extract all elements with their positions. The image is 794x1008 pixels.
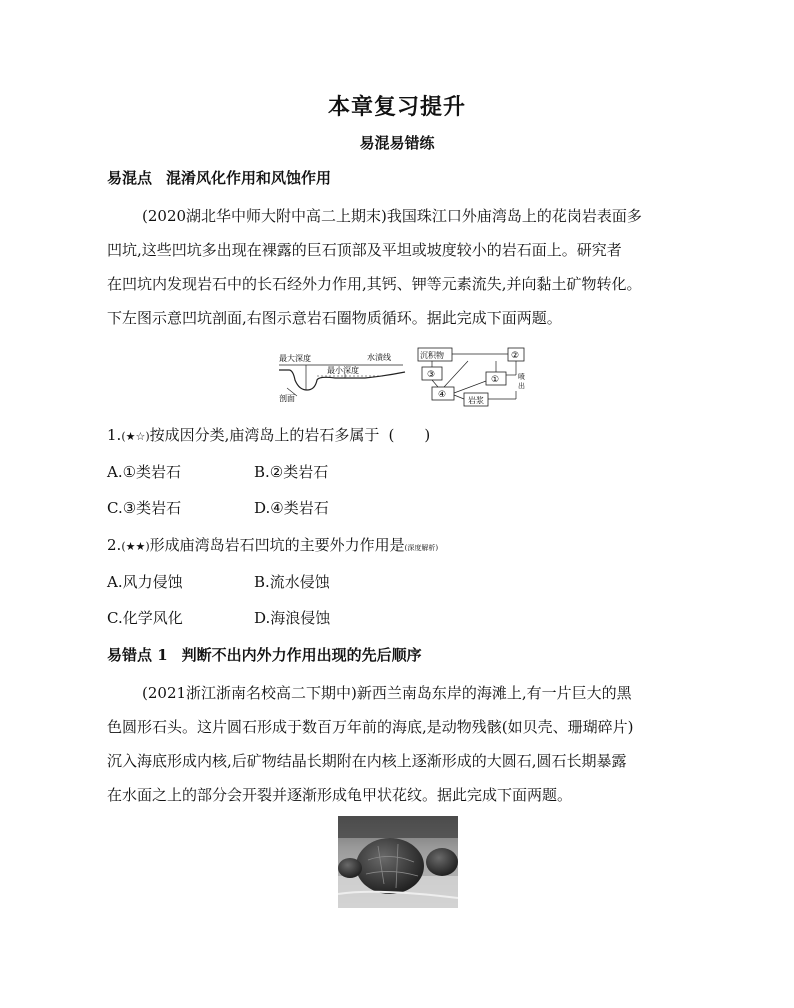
question-1: [107, 424, 439, 445]
magma-label: 岩浆: [468, 396, 484, 405]
paragraph-line-1: (2020湖北华中师大附中高二上期末)我国珠江口外庙湾岛上的花岗岩表面多: [142, 207, 642, 225]
section-heading-1: [107, 167, 331, 188]
question-number: 2.: [107, 536, 122, 554]
eruption-label-2: 出: [518, 382, 525, 390]
q1-option-d: D.④类岩石: [254, 499, 329, 517]
page-title: 本章复习提升: [327, 94, 466, 120]
answer-paren: ( ): [388, 426, 431, 444]
rock-cycle-figure: [408, 345, 534, 411]
box-1-label: ①: [491, 375, 500, 385]
paragraph2-line-2: 色圆形石头。这片圆石形成于数百万年前的海底,是动物残骸(如贝壳、珊瑚碎片): [107, 718, 634, 736]
section-title: 混淆风化作用和风蚀作用: [166, 169, 332, 187]
paragraph-line-3: 在凹坑内发现岩石中的长石经外力作用,其钙、钾等元素流失,并向黏土矿物转化。: [107, 275, 642, 293]
q1-option-b: B.②类岩石: [254, 463, 329, 481]
section-label-text: 剖面: [279, 394, 295, 403]
paragraph-line-4: 下左图示意凹坑剖面,右图示意岩石圈物质循环。据此完成下面两题。: [107, 309, 562, 327]
q1-option-c: C.③类岩石: [107, 499, 182, 517]
section-label: 易错点 1: [107, 646, 168, 664]
difficulty-stars: (★★): [121, 540, 150, 553]
paragraph-line-2: 凹坑,这些凹坑多出现在裸露的巨石顶部及平坦或坡度较小的岩石面上。研究者: [107, 241, 622, 259]
q2-option-a: A.风力侵蚀: [107, 573, 183, 591]
q2-option-b: B.流水侵蚀: [254, 573, 330, 591]
paragraph2-line-4: 在水面之上的部分会开裂并逐渐形成龟甲状花纹。据此完成下面两题。: [107, 786, 573, 804]
source-citation: (2021浙江浙南名校高二下期中): [142, 684, 357, 702]
paragraph2-line-1: (2021浙江浙南名校高二下期中)新西兰南岛东岸的海滩上,有一片巨大的黑: [142, 684, 632, 702]
eruption-label-1: 喷: [518, 373, 525, 381]
sediment-label: 沉积物: [420, 351, 444, 360]
boulders-photo: [338, 816, 458, 908]
section-title: 判断不出内外力作用出现的先后顺序: [181, 646, 422, 664]
section-label: 易混点: [107, 169, 153, 187]
question-text: 按成因分类,庙湾岛上的岩石多属于: [149, 426, 380, 444]
pit-cross-section-figure: [275, 346, 410, 408]
min-depth-label: 最小深度: [327, 366, 359, 375]
difficulty-stars: (★☆): [121, 430, 150, 443]
q2-option-d: D.海浪侵蚀: [254, 609, 331, 627]
paragraph2-line-3: 沉入海底形成内核,后矿物结晶长期附在内核上逐渐形成的大圆石,圆石长期暴露: [107, 752, 627, 770]
box-3-label: ③: [427, 370, 436, 380]
question-2: [107, 534, 438, 555]
deep-analysis-tag: (深度解析): [404, 544, 439, 552]
page-subtitle: 易混易错练: [359, 134, 435, 152]
q1-option-a: A.①类岩石: [107, 463, 182, 481]
box-4-label: ④: [438, 390, 447, 400]
question-number: 1.: [107, 426, 122, 444]
question-text: 形成庙湾岛岩石凹坑的主要外力作用是: [149, 536, 405, 554]
box-2-label: ②: [511, 351, 520, 361]
source-citation: (2020湖北华中师大附中高二上期末): [142, 207, 387, 225]
max-depth-label: 最大深度: [279, 354, 311, 363]
q2-option-c: C.化学风化: [107, 609, 183, 627]
section-heading-2: [107, 644, 422, 665]
water-line-label: 水渍线: [367, 353, 391, 362]
